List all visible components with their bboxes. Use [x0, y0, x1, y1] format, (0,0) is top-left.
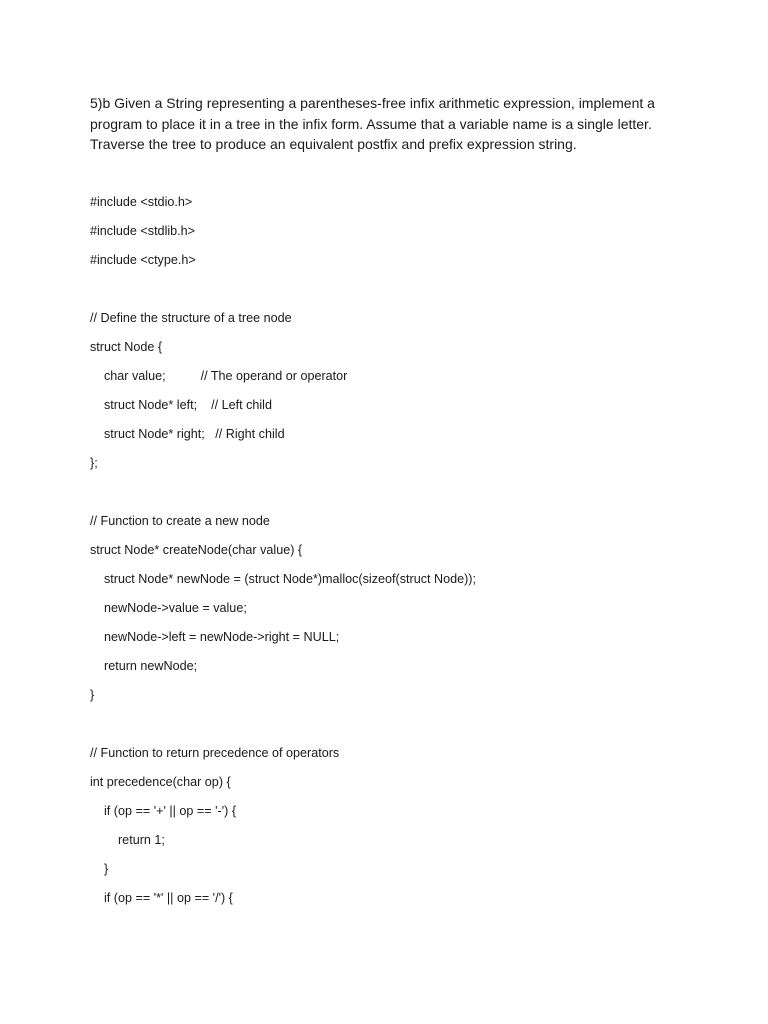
code-line: } — [90, 862, 109, 876]
code-line: if (op == '+' || op == '-') { — [90, 804, 237, 818]
code-line: char value; // The operand or operator — [90, 369, 348, 383]
code-line: struct Node* newNode = (struct Node*)malloc(sizeof(struct Node)); — [90, 572, 476, 586]
code-line: struct Node { — [90, 340, 163, 354]
code-line: struct Node* right; // Right child — [90, 427, 285, 441]
code-line: #include <ctype.h> — [90, 253, 196, 267]
code-line: #include <stdlib.h> — [90, 224, 196, 238]
code-line: return newNode; — [90, 659, 198, 673]
code-line: } — [90, 688, 95, 702]
code-line: int precedence(char op) { — [90, 775, 231, 789]
code-line: struct Node* createNode(char value) { — [90, 543, 303, 557]
code-line: // Define the structure of a tree node — [90, 311, 292, 325]
code-line: #include <stdio.h> — [90, 195, 193, 209]
code-line: newNode->value = value; — [90, 601, 247, 615]
code-line: struct Node* left; // Left child — [90, 398, 272, 412]
code-line: newNode->left = newNode->right = NULL; — [90, 630, 340, 644]
code-line: return 1; — [90, 833, 165, 847]
question-text: 5)b Given a String representing a parentheses-free infix arithmetic expression, implement a program to place it in a tree in the infix form. Assume that a variable name is a single letter. Traverse the tree to produce an equivalent postfix and prefix expression string. — [90, 95, 655, 152]
code-line: }; — [90, 456, 98, 470]
code-block — [90, 191, 710, 916]
code-line: if (op == '*' || op == '/') { — [90, 891, 233, 905]
code-line — [90, 278, 710, 307]
code-line: // Function to create a new node — [90, 514, 270, 528]
code-line — [90, 481, 710, 510]
code-line: // Function to return precedence of operators — [90, 746, 340, 760]
code-line — [90, 713, 710, 742]
